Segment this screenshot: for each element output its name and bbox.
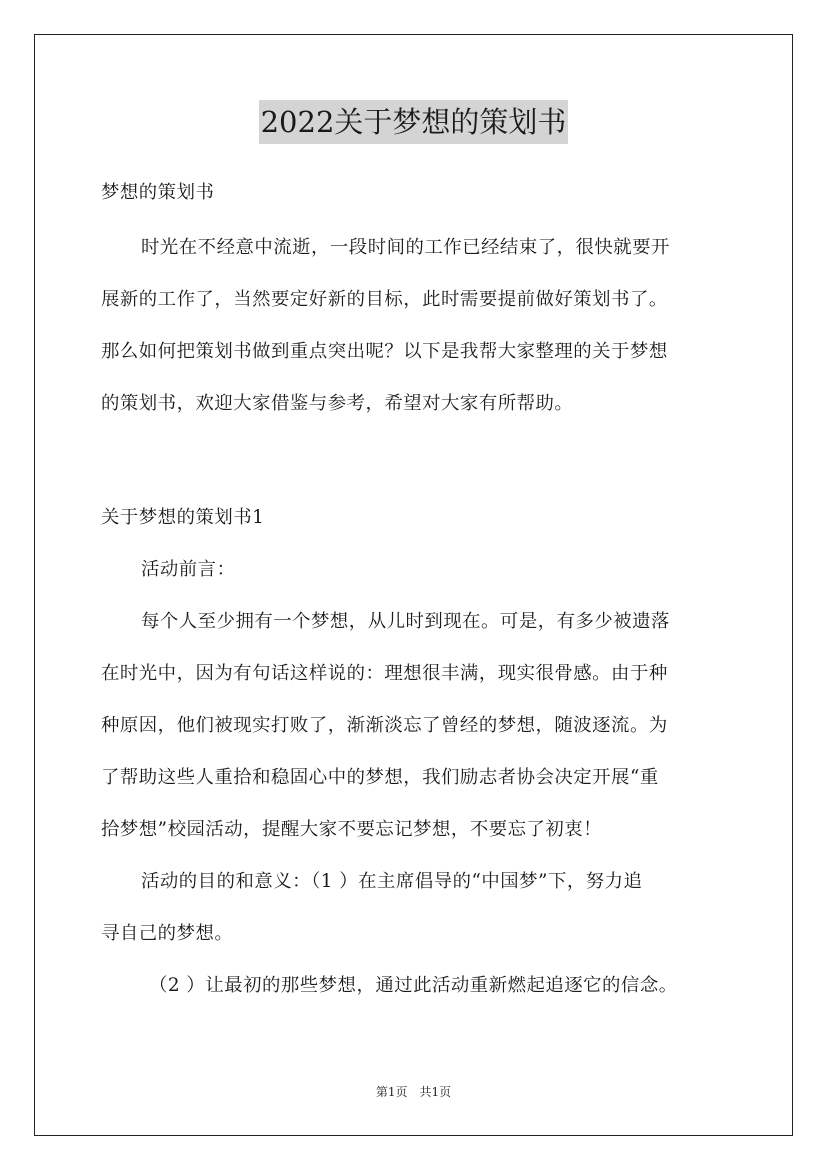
preface-line-2: 在时光中，因为有句话这样说的：理想很丰满，现实很骨感。由于种 — [101, 663, 668, 684]
preface-line-4: 了帮助这些人重拾和稳固心中的梦想，我们励志者协会决定开展“重 — [101, 767, 659, 788]
intro-line-3: 那么如何把策划书做到重点突出呢？以下是我帮大家整理的关于梦想 — [101, 341, 668, 362]
intro-line-4: 的策划书，欢迎大家借鉴与参考，希望对大家有所帮助。 — [101, 393, 574, 414]
intro-paragraph — [101, 222, 731, 430]
preface-label: 活动前言： — [141, 559, 236, 580]
intro-section — [101, 167, 731, 219]
intro-line-2: 展新的工作了，当然要定好新的目标，此时需要提前做好策划书了。 — [101, 289, 668, 310]
intro-line-1: 时光在不经意中流逝，一段时间的工作已经结束了，很快就要开 — [141, 237, 670, 258]
preface-line-5: 拾梦想”校园活动，提醒大家不要忘记梦想，不要忘了初衷！ — [101, 819, 603, 840]
section-1 — [101, 492, 731, 1012]
intro-heading: 梦想的策划书 — [101, 182, 215, 203]
section-heading: 关于梦想的策划书1 — [101, 507, 265, 528]
document-title: 2022关于梦想的策划书 — [259, 100, 569, 144]
purpose-line-2: 寻自己的梦想。 — [101, 923, 234, 944]
title-wrap — [0, 100, 827, 144]
purpose-line-1: 活动的目的和意义：（1 ）在主席倡导的“中国梦”下，努力追 — [141, 871, 643, 892]
page-footer: 第1页 共1页 — [375, 1085, 452, 1099]
preface-line-1: 每个人至少拥有一个梦想，从儿时到现在。可是，有多少被遗落 — [141, 611, 670, 632]
preface-line-3: 种原因，他们被现实打败了，渐渐淡忘了曾经的梦想，随波逐流。为 — [101, 715, 668, 736]
point-2: （2 ）让最初的那些梦想，通过此活动重新燃起追逐它的信念。 — [149, 975, 678, 996]
